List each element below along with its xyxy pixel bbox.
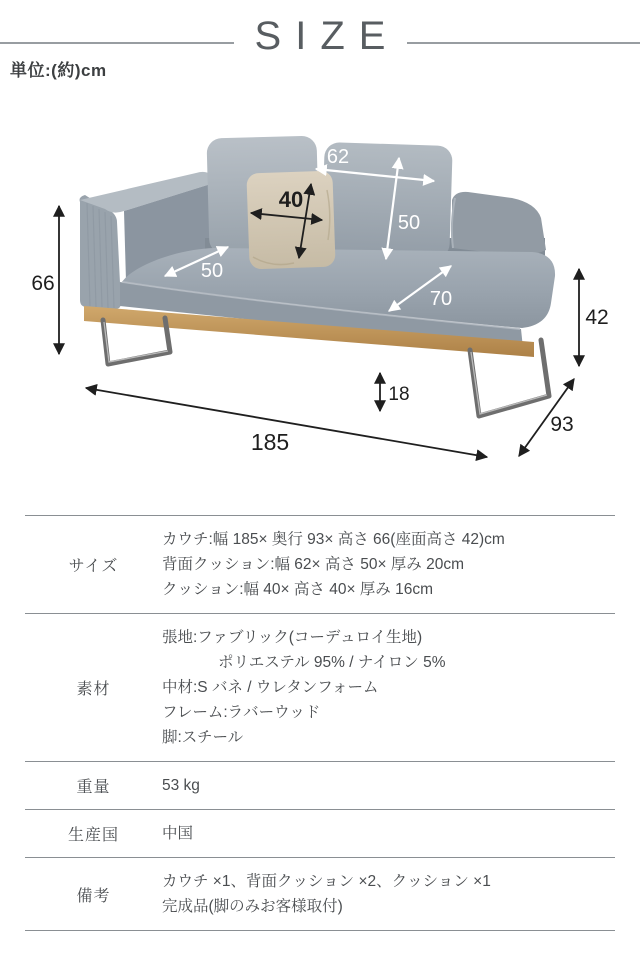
spec-label-origin: 生産国 xyxy=(67,827,119,844)
overall-height-label: 66 xyxy=(31,272,55,295)
overall-width-label: 185 xyxy=(250,429,290,455)
spec-content-weight xyxy=(162,762,615,809)
spec-label-size: サイズ xyxy=(68,558,119,575)
sofa-illustration xyxy=(80,136,555,416)
cushion-size-label: 40 xyxy=(278,187,304,212)
spec-label-weight: 重量 xyxy=(76,779,111,796)
spec-line: クッション:幅 40× 高さ 40× 厚み 16cm xyxy=(162,581,434,598)
sofa-diagram-svg xyxy=(0,100,640,472)
back-cushion-width-label: 62 xyxy=(326,146,350,168)
spec-content-size xyxy=(162,516,615,613)
spec-line: 53 kg xyxy=(162,777,200,794)
back-cushion-height-label: 50 xyxy=(397,212,421,234)
unit-note: 単位:(約)cm xyxy=(10,61,107,80)
sofa-right-panel xyxy=(452,192,546,256)
spec-row-material xyxy=(25,613,615,761)
spec-content-material xyxy=(162,614,615,761)
seat-height-label: 42 xyxy=(585,306,609,329)
spec-line: 中国 xyxy=(162,825,194,842)
spec-line: 張地:ファブリック(コーデュロイ生地) xyxy=(162,629,423,646)
spec-label-notes: 備考 xyxy=(76,887,111,905)
sofa-diagram xyxy=(0,100,640,472)
floor-clearance-label: 18 xyxy=(388,384,410,405)
spec-line: 中材:S バネ / ウレタンフォーム xyxy=(162,679,379,696)
spec-row-size xyxy=(25,515,615,613)
seat-length-label: 70 xyxy=(429,288,453,310)
spec-row-origin xyxy=(25,809,615,857)
spec-line: カウチ:幅 185× 奥行 93× 高さ 66(座面高さ 42)cm xyxy=(162,531,505,548)
spec-line: フレーム:ラバーウッド xyxy=(162,704,321,721)
spec-table xyxy=(25,515,615,931)
spec-line: 完成品(脚のみお客様取付) xyxy=(162,898,343,915)
spec-row-notes xyxy=(25,857,615,931)
spec-line: 背面クッション:幅 62× 高さ 50× 厚み 20cm xyxy=(162,556,465,573)
spec-label-material: 素材 xyxy=(76,681,111,698)
spec-content-origin xyxy=(162,810,615,857)
header-rule-right xyxy=(407,42,640,44)
overall-depth-label: 93 xyxy=(550,413,574,436)
spec-line: ポリエステル 95% / ナイロン 5% xyxy=(218,654,446,671)
spec-line: カウチ ×1、背面クッション ×2、クッション ×1 xyxy=(162,873,491,890)
accent-cushion xyxy=(246,171,335,270)
spec-line: 脚:スチール xyxy=(162,729,244,746)
spec-row-weight xyxy=(25,761,615,809)
seat-depth-label: 50 xyxy=(200,260,224,282)
spec-content-notes xyxy=(162,858,615,930)
page-title: SIZE xyxy=(254,14,400,58)
